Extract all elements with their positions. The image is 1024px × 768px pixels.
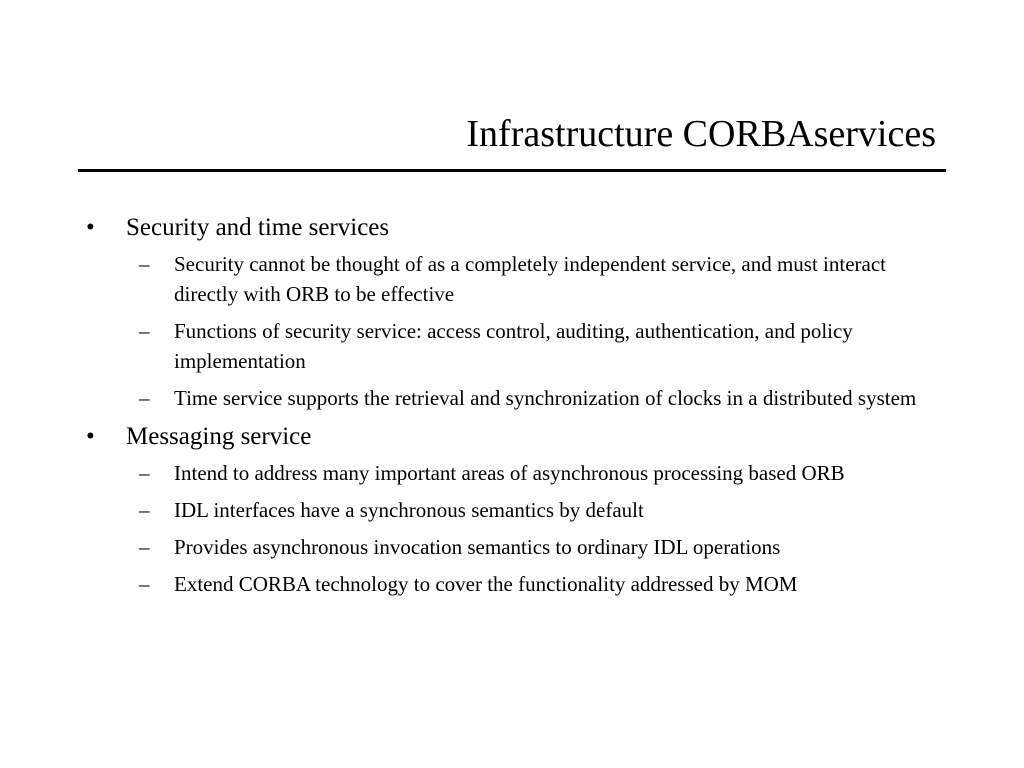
bullet-text: Messaging service (126, 423, 312, 450)
dash-icon: – (139, 572, 150, 596)
sub-bullet-text: Security cannot be thought of as a completely independent service, and must interact directly with ORB to be effective (174, 252, 887, 306)
dash-icon: – (139, 498, 150, 522)
sub-bullet-text: Provides asynchronous invocation semantics to ordinary IDL operations (174, 535, 781, 559)
dash-icon: – (139, 252, 150, 276)
slide-title: Infrastructure CORBAservices (466, 113, 936, 155)
bullet-text: Security and time services (126, 214, 390, 241)
sub-bullet-item (99, 569, 946, 599)
dash-icon: – (139, 535, 150, 559)
bullet-icon: • (86, 423, 95, 450)
bullet-list (86, 211, 946, 606)
sub-bullet-text: Extend CORBA technology to cover the functionality addressed by MOM (174, 572, 798, 596)
sub-bullet-item (99, 383, 946, 413)
bullet-icon: • (86, 214, 95, 241)
dash-icon: – (139, 386, 150, 410)
sub-bullet-item (99, 249, 946, 309)
sub-bullet-text: Intend to address many important areas of asynchronous processing based ORB (174, 461, 845, 485)
sub-bullet-text: IDL interfaces have a synchronous semantics by default (174, 498, 644, 522)
sub-bullet-item (99, 495, 946, 525)
sub-bullet-text: Time service supports the retrieval and synchronization of clocks in a distributed system (174, 386, 917, 410)
sub-bullet-list (86, 458, 946, 599)
dash-icon: – (139, 319, 150, 343)
sub-bullet-item (99, 316, 946, 376)
sub-bullet-list (86, 249, 946, 413)
sub-bullet-text: Functions of security service: access control, auditing, authentication, and policy implementation (174, 319, 853, 373)
dash-icon: – (139, 461, 150, 485)
bullet-item (86, 420, 946, 454)
title-divider (78, 169, 946, 172)
sub-bullet-item (99, 532, 946, 562)
bullet-item (86, 211, 946, 245)
sub-bullet-item (99, 458, 946, 488)
